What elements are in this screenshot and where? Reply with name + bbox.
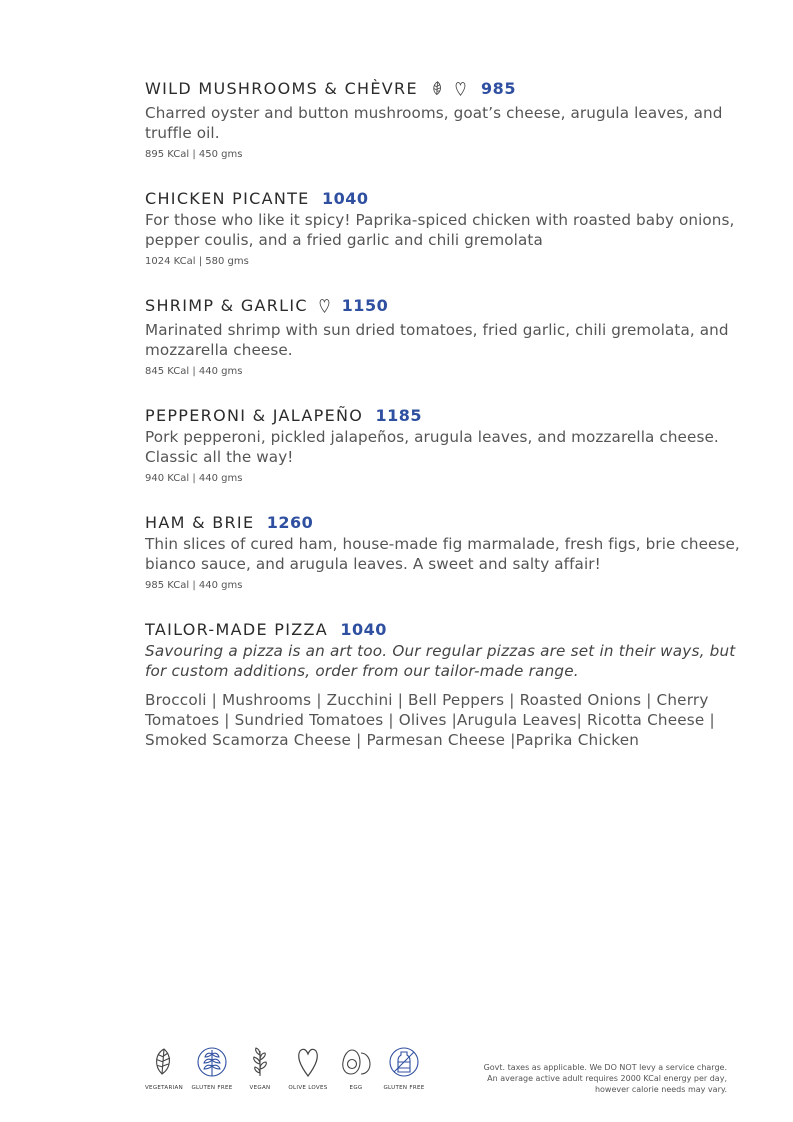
tailor-made-section	[145, 619, 750, 750]
item-price: 985	[481, 79, 516, 98]
item-price: 1040	[340, 620, 387, 639]
item-description: Pork pepperoni, pickled jalapeños, arugula leaves, and mozzarella cheese. Classic all the way!	[145, 428, 719, 466]
item-description: Thin slices of cured ham, house-made fig marmalade, fresh figs, brie cheese, bianco sauce, and arugula leaves. A sweet and salty affair!	[145, 535, 740, 573]
footnote-line: An average active adult requires 2000 KCal energy per day,	[487, 1074, 727, 1083]
item-nutrition: 940 KCal | 440 gms	[145, 473, 243, 484]
item-name: TAILOR-MADE PIZZA	[145, 620, 328, 639]
tailor-intro: Savouring a pizza is an art too. Our regular pizzas are set in their ways, but for custom additions, order from our tailor-made range.	[145, 642, 736, 680]
menu-item	[145, 78, 750, 161]
item-diet-icons	[317, 297, 333, 320]
menu-item	[145, 188, 750, 268]
menu-item	[145, 295, 750, 378]
legend-label: OLIVE LOVES	[288, 1085, 328, 1091]
legend-label: VEGAN	[249, 1085, 271, 1091]
egg-icon	[339, 1045, 373, 1079]
item-price: 1150	[341, 296, 389, 315]
item-price: 1040	[321, 189, 369, 208]
footnote-line: Govt. taxes as applicable. We DO NOT levy a service charge.	[483, 1063, 727, 1072]
vegan-sprig-icon	[243, 1045, 277, 1079]
legend-item-olive-loves	[284, 1045, 332, 1092]
gluten-free-wheat-icon	[195, 1045, 229, 1079]
legend-item-gluten-free-2	[380, 1045, 428, 1092]
legend-item-vegetarian	[140, 1045, 188, 1092]
footnote	[427, 1062, 727, 1095]
legend-label: GLUTEN FREE	[383, 1085, 425, 1091]
item-name: HAM & BRIE	[145, 513, 255, 532]
item-description: For those who like it spicy! Paprika-spiced chicken with roasted baby onions, pepper coulis, and a fried garlic and chili gremolata	[145, 211, 735, 249]
olive-loves-heart-icon	[453, 80, 468, 97]
olive-loves-heart-icon	[317, 297, 332, 314]
item-title-line	[145, 188, 750, 210]
vegetarian-leaf-icon	[147, 1045, 181, 1079]
item-price: 1185	[375, 406, 423, 425]
legend-label: EGG	[349, 1085, 363, 1091]
legend-label: VEGETARIAN	[145, 1085, 183, 1091]
legend-item-egg	[332, 1045, 380, 1092]
item-description: Marinated shrimp with sun dried tomatoes, fried garlic, chili gremolata, and mozzarella cheese.	[145, 321, 729, 359]
tailor-options: Broccoli | Mushrooms | Zucchini | Bell Peppers | Roasted Onions | Cherry Tomatoes | Sundried Tomatoes | Olives |Arugula Leaves| Ricotta Cheese | Smoked Scamorza Cheese | Parmesan Cheese |Paprika Chicken	[145, 691, 715, 749]
item-nutrition: 845 KCal | 440 gms	[145, 366, 243, 377]
gluten-free-bottle-icon	[387, 1045, 421, 1079]
item-nutrition: 895 KCal | 450 gms	[145, 149, 243, 160]
item-name: SHRIMP & GARLIC	[145, 296, 308, 315]
olive-loves-heart-icon	[291, 1045, 325, 1079]
legend-item-vegan	[236, 1045, 284, 1092]
item-name: CHICKEN PICANTE	[145, 189, 310, 208]
item-title-line	[145, 619, 750, 641]
item-nutrition: 985 KCal | 440 gms	[145, 580, 243, 591]
diet-legend	[140, 1045, 428, 1092]
item-name: WILD MUSHROOMS & CHÈVRE	[145, 79, 418, 98]
footnote-line: however calorie needs may vary.	[594, 1085, 727, 1094]
menu-list	[145, 78, 750, 777]
menu-item	[145, 405, 750, 485]
legend-item-gluten-free	[188, 1045, 236, 1092]
menu-item	[145, 512, 750, 592]
item-name: PEPPERONI & JALAPEÑO	[145, 406, 364, 425]
item-description: Charred oyster and button mushrooms, goat’s cheese, arugula leaves, and truffle oil.	[145, 104, 723, 142]
item-diet-icons	[430, 80, 468, 103]
item-title-line	[145, 512, 750, 534]
item-title-line	[145, 295, 750, 320]
item-nutrition: 1024 KCal | 580 gms	[145, 256, 249, 267]
vegetarian-leaf-icon	[430, 80, 445, 97]
item-title-line	[145, 78, 750, 103]
legend-label: GLUTEN FREE	[191, 1085, 233, 1091]
item-price: 1260	[266, 513, 314, 532]
item-title-line	[145, 405, 750, 427]
